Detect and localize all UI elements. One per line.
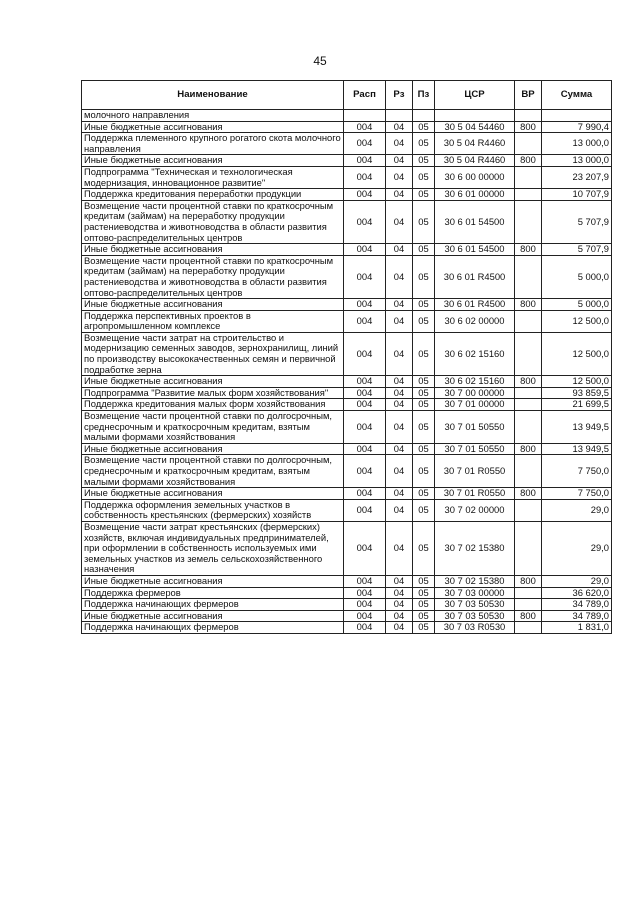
cell-vr: 800 xyxy=(515,155,542,167)
cell-pz: 05 xyxy=(413,310,435,332)
cell-sum: 10 707,9 xyxy=(542,189,612,201)
cell-rasp: 004 xyxy=(344,332,386,375)
cell-rz: 04 xyxy=(386,189,413,201)
table-row xyxy=(82,133,612,155)
cell-csr: 30 6 01 R4500 xyxy=(435,299,515,311)
cell-pz: 05 xyxy=(413,599,435,611)
cell-rz: 04 xyxy=(386,399,413,411)
budget-table xyxy=(81,80,612,634)
table-row xyxy=(82,244,612,256)
cell-name: Возмещение части процентной ставки по краткосрочным кредитам (займам) на переработку продукции растениеводства и животноводства в области развития оптово-распределительных центров xyxy=(82,255,344,298)
cell-name: Подпрограмма "Техническая и технологическая модернизация, инновационное развитие" xyxy=(82,166,344,188)
cell-vr: 800 xyxy=(515,575,542,587)
cell-name: Возмещение части процентной ставки по краткосрочным кредитам (займам) на переработку продукции растениеводства и животноводства в области развития оптово-распределительных центров xyxy=(82,200,344,243)
cell-rz: 04 xyxy=(386,610,413,622)
cell-sum: 5 707,9 xyxy=(542,200,612,243)
cell-vr xyxy=(515,110,542,122)
cell-csr: 30 7 02 15380 xyxy=(435,575,515,587)
cell-vr: 800 xyxy=(515,443,542,455)
cell-vr: 800 xyxy=(515,376,542,388)
cell-name: Поддержка племенного крупного рогатого скота молочного направления xyxy=(82,133,344,155)
cell-rasp: 004 xyxy=(344,310,386,332)
table-row xyxy=(82,189,612,201)
cell-sum: 5 000,0 xyxy=(542,255,612,298)
cell-sum: 93 859,5 xyxy=(542,387,612,399)
table-row xyxy=(82,411,612,444)
cell-rasp: 004 xyxy=(344,166,386,188)
column-header-csr: ЦСР xyxy=(435,81,515,110)
cell-vr xyxy=(515,499,542,521)
cell-name: Возмещение части процентной ставки по долгосрочным, среднесрочным и краткосрочным кредитам, взятым малыми формами хозяйствования xyxy=(82,411,344,444)
cell-vr: 800 xyxy=(515,610,542,622)
cell-name: Поддержка начинающих фермеров xyxy=(82,599,344,611)
table-row xyxy=(82,255,612,298)
cell-vr xyxy=(515,255,542,298)
cell-name: Иные бюджетные ассигнования xyxy=(82,155,344,167)
table-row xyxy=(82,488,612,500)
cell-name: Поддержка кредитования малых форм хозяйствования xyxy=(82,399,344,411)
cell-rasp: 004 xyxy=(344,499,386,521)
cell-name: Поддержка перспективных проектов в агропромышленном комплексе xyxy=(82,310,344,332)
cell-rz: 04 xyxy=(386,155,413,167)
cell-rz: 04 xyxy=(386,622,413,634)
cell-rasp: 004 xyxy=(344,399,386,411)
cell-sum: 7 750,0 xyxy=(542,455,612,488)
cell-rz: 04 xyxy=(386,488,413,500)
cell-name: Поддержка фермеров xyxy=(82,587,344,599)
cell-pz: 05 xyxy=(413,443,435,455)
cell-sum: 5 707,9 xyxy=(542,244,612,256)
cell-vr xyxy=(515,133,542,155)
cell-sum: 13 949,5 xyxy=(542,443,612,455)
cell-csr: 30 7 01 R0550 xyxy=(435,488,515,500)
cell-rasp: 004 xyxy=(344,133,386,155)
table-row xyxy=(82,521,612,575)
cell-sum: 29,0 xyxy=(542,499,612,521)
cell-rz: 04 xyxy=(386,587,413,599)
column-header-pz: Пз xyxy=(413,81,435,110)
cell-rasp: 004 xyxy=(344,575,386,587)
cell-pz: 05 xyxy=(413,587,435,599)
cell-sum: 12 500,0 xyxy=(542,332,612,375)
cell-name: Подпрограмма "Развитие малых форм хозяйствования" xyxy=(82,387,344,399)
cell-pz: 05 xyxy=(413,399,435,411)
cell-name: Иные бюджетные ассигнования xyxy=(82,443,344,455)
cell-csr: 30 6 01 00000 xyxy=(435,189,515,201)
cell-sum: 36 620,0 xyxy=(542,587,612,599)
cell-csr: 30 7 03 R0530 xyxy=(435,622,515,634)
cell-name: Иные бюджетные ассигнования xyxy=(82,488,344,500)
table-row xyxy=(82,376,612,388)
cell-rasp: 004 xyxy=(344,599,386,611)
cell-rz: 04 xyxy=(386,443,413,455)
cell-rasp: 004 xyxy=(344,587,386,599)
table-row xyxy=(82,155,612,167)
table-row xyxy=(82,332,612,375)
cell-sum: 12 500,0 xyxy=(542,376,612,388)
cell-csr: 30 7 03 50530 xyxy=(435,610,515,622)
cell-csr: 30 7 03 50530 xyxy=(435,599,515,611)
cell-csr: 30 5 04 54460 xyxy=(435,121,515,133)
cell-rz xyxy=(386,110,413,122)
cell-csr: 30 7 01 50550 xyxy=(435,443,515,455)
cell-pz: 05 xyxy=(413,376,435,388)
cell-csr: 30 5 04 R4460 xyxy=(435,133,515,155)
cell-name: Иные бюджетные ассигнования xyxy=(82,121,344,133)
cell-csr: 30 7 01 50550 xyxy=(435,411,515,444)
table-row xyxy=(82,166,612,188)
cell-vr xyxy=(515,399,542,411)
table-row xyxy=(82,110,612,122)
cell-pz: 05 xyxy=(413,121,435,133)
cell-name: Поддержка начинающих фермеров xyxy=(82,622,344,634)
cell-sum: 13 949,5 xyxy=(542,411,612,444)
cell-vr xyxy=(515,387,542,399)
cell-pz: 05 xyxy=(413,610,435,622)
cell-rz: 04 xyxy=(386,310,413,332)
cell-csr: 30 6 01 54500 xyxy=(435,244,515,256)
cell-pz: 05 xyxy=(413,521,435,575)
cell-sum: 34 789,0 xyxy=(542,610,612,622)
cell-rasp: 004 xyxy=(344,455,386,488)
cell-rasp: 004 xyxy=(344,521,386,575)
cell-csr xyxy=(435,110,515,122)
cell-pz: 05 xyxy=(413,166,435,188)
cell-rz: 04 xyxy=(386,411,413,444)
cell-sum: 7 750,0 xyxy=(542,488,612,500)
cell-rasp: 004 xyxy=(344,200,386,243)
cell-csr: 30 6 02 00000 xyxy=(435,310,515,332)
table-row xyxy=(82,310,612,332)
cell-csr: 30 7 01 00000 xyxy=(435,399,515,411)
table-row xyxy=(82,622,612,634)
cell-vr xyxy=(515,455,542,488)
table-row xyxy=(82,443,612,455)
table-row xyxy=(82,599,612,611)
cell-rz: 04 xyxy=(386,200,413,243)
cell-vr xyxy=(515,587,542,599)
cell-sum: 29,0 xyxy=(542,521,612,575)
cell-pz: 05 xyxy=(413,411,435,444)
cell-name: Поддержка кредитования переработки продукции xyxy=(82,189,344,201)
table-body xyxy=(82,110,612,634)
page-number: 45 xyxy=(313,54,327,68)
cell-name: Возмещение части затрат крестьянских (фермерских) хозяйств, включая индивидуальных предпринимателей, при оформлении в собственность используемых ими земельных участков из земель сельскохозяйственного назначения xyxy=(82,521,344,575)
cell-sum: 21 699,5 xyxy=(542,399,612,411)
cell-vr: 800 xyxy=(515,244,542,256)
table-row xyxy=(82,200,612,243)
cell-sum: 13 000,0 xyxy=(542,155,612,167)
cell-csr: 30 6 01 R4500 xyxy=(435,255,515,298)
cell-name: Иные бюджетные ассигнования xyxy=(82,575,344,587)
cell-vr xyxy=(515,189,542,201)
cell-sum: 29,0 xyxy=(542,575,612,587)
cell-rz: 04 xyxy=(386,499,413,521)
column-header-name: Наименование xyxy=(82,81,344,110)
column-header-vr: ВР xyxy=(515,81,542,110)
cell-pz: 05 xyxy=(413,387,435,399)
cell-vr xyxy=(515,332,542,375)
cell-csr: 30 6 02 15160 xyxy=(435,332,515,375)
cell-sum: 34 789,0 xyxy=(542,599,612,611)
cell-csr: 30 5 04 R4460 xyxy=(435,155,515,167)
cell-rz: 04 xyxy=(386,166,413,188)
cell-pz: 05 xyxy=(413,200,435,243)
table-row xyxy=(82,499,612,521)
cell-pz: 05 xyxy=(413,155,435,167)
cell-rz: 04 xyxy=(386,455,413,488)
cell-sum: 23 207,9 xyxy=(542,166,612,188)
cell-rasp: 004 xyxy=(344,488,386,500)
cell-rasp: 004 xyxy=(344,376,386,388)
cell-vr xyxy=(515,200,542,243)
cell-vr xyxy=(515,622,542,634)
cell-rz: 04 xyxy=(386,376,413,388)
cell-rz: 04 xyxy=(386,599,413,611)
cell-pz: 05 xyxy=(413,133,435,155)
cell-pz: 05 xyxy=(413,499,435,521)
cell-pz xyxy=(413,110,435,122)
cell-csr: 30 7 03 00000 xyxy=(435,587,515,599)
column-header-sum: Сумма xyxy=(542,81,612,110)
cell-rasp: 004 xyxy=(344,244,386,256)
cell-sum: 13 000,0 xyxy=(542,133,612,155)
cell-name: Поддержка оформления земельных участков в собственность крестьянских (фермерских) хозяйств xyxy=(82,499,344,521)
cell-rz: 04 xyxy=(386,133,413,155)
table-row xyxy=(82,587,612,599)
cell-pz: 05 xyxy=(413,244,435,256)
cell-pz: 05 xyxy=(413,488,435,500)
cell-vr: 800 xyxy=(515,299,542,311)
cell-name: Иные бюджетные ассигнования xyxy=(82,610,344,622)
cell-rz: 04 xyxy=(386,332,413,375)
cell-rasp: 004 xyxy=(344,610,386,622)
cell-pz: 05 xyxy=(413,299,435,311)
cell-rz: 04 xyxy=(386,121,413,133)
column-header-rasp: Расп xyxy=(344,81,386,110)
cell-name: Иные бюджетные ассигнования xyxy=(82,376,344,388)
table-header-row xyxy=(82,81,612,110)
table-row xyxy=(82,575,612,587)
cell-name: Иные бюджетные ассигнования xyxy=(82,299,344,311)
table-row xyxy=(82,455,612,488)
table-row xyxy=(82,399,612,411)
cell-vr xyxy=(515,599,542,611)
cell-rasp: 004 xyxy=(344,255,386,298)
cell-rasp: 004 xyxy=(344,411,386,444)
cell-csr: 30 7 01 R0550 xyxy=(435,455,515,488)
cell-vr xyxy=(515,411,542,444)
cell-pz: 05 xyxy=(413,455,435,488)
cell-sum: 5 000,0 xyxy=(542,299,612,311)
cell-name: Иные бюджетные ассигнования xyxy=(82,244,344,256)
table-row xyxy=(82,610,612,622)
cell-rasp xyxy=(344,110,386,122)
cell-pz: 05 xyxy=(413,622,435,634)
cell-vr xyxy=(515,521,542,575)
cell-rz: 04 xyxy=(386,255,413,298)
cell-vr xyxy=(515,166,542,188)
cell-rz: 04 xyxy=(386,575,413,587)
cell-sum: 1 831,0 xyxy=(542,622,612,634)
cell-pz: 05 xyxy=(413,332,435,375)
cell-vr: 800 xyxy=(515,121,542,133)
cell-rasp: 004 xyxy=(344,121,386,133)
cell-rz: 04 xyxy=(386,244,413,256)
cell-rasp: 004 xyxy=(344,443,386,455)
cell-name: Возмещение части затрат на строительство и модернизацию семенных заводов, зернохранилищ, линий по производству высококачественных семян и первичной подработке зерна xyxy=(82,332,344,375)
cell-rasp: 004 xyxy=(344,155,386,167)
cell-csr: 30 7 00 00000 xyxy=(435,387,515,399)
cell-name: Возмещение части процентной ставки по долгосрочным, среднесрочным и краткосрочным кредитам, взятым малыми формами хозяйствования xyxy=(82,455,344,488)
cell-csr: 30 6 01 54500 xyxy=(435,200,515,243)
cell-vr: 800 xyxy=(515,488,542,500)
cell-rz: 04 xyxy=(386,521,413,575)
cell-csr: 30 7 02 15380 xyxy=(435,521,515,575)
cell-rz: 04 xyxy=(386,299,413,311)
cell-pz: 05 xyxy=(413,255,435,298)
table-row xyxy=(82,387,612,399)
cell-rz: 04 xyxy=(386,387,413,399)
cell-rasp: 004 xyxy=(344,622,386,634)
cell-rasp: 004 xyxy=(344,299,386,311)
cell-csr: 30 6 02 15160 xyxy=(435,376,515,388)
cell-vr xyxy=(515,310,542,332)
table-row xyxy=(82,121,612,133)
cell-csr: 30 6 00 00000 xyxy=(435,166,515,188)
cell-csr: 30 7 02 00000 xyxy=(435,499,515,521)
cell-name: молочного направления xyxy=(82,110,344,122)
cell-sum: 12 500,0 xyxy=(542,310,612,332)
table-row xyxy=(82,299,612,311)
cell-rasp: 004 xyxy=(344,189,386,201)
cell-pz: 05 xyxy=(413,189,435,201)
column-header-rz: Рз xyxy=(386,81,413,110)
cell-rasp: 004 xyxy=(344,387,386,399)
cell-sum xyxy=(542,110,612,122)
cell-sum: 7 990,4 xyxy=(542,121,612,133)
cell-pz: 05 xyxy=(413,575,435,587)
